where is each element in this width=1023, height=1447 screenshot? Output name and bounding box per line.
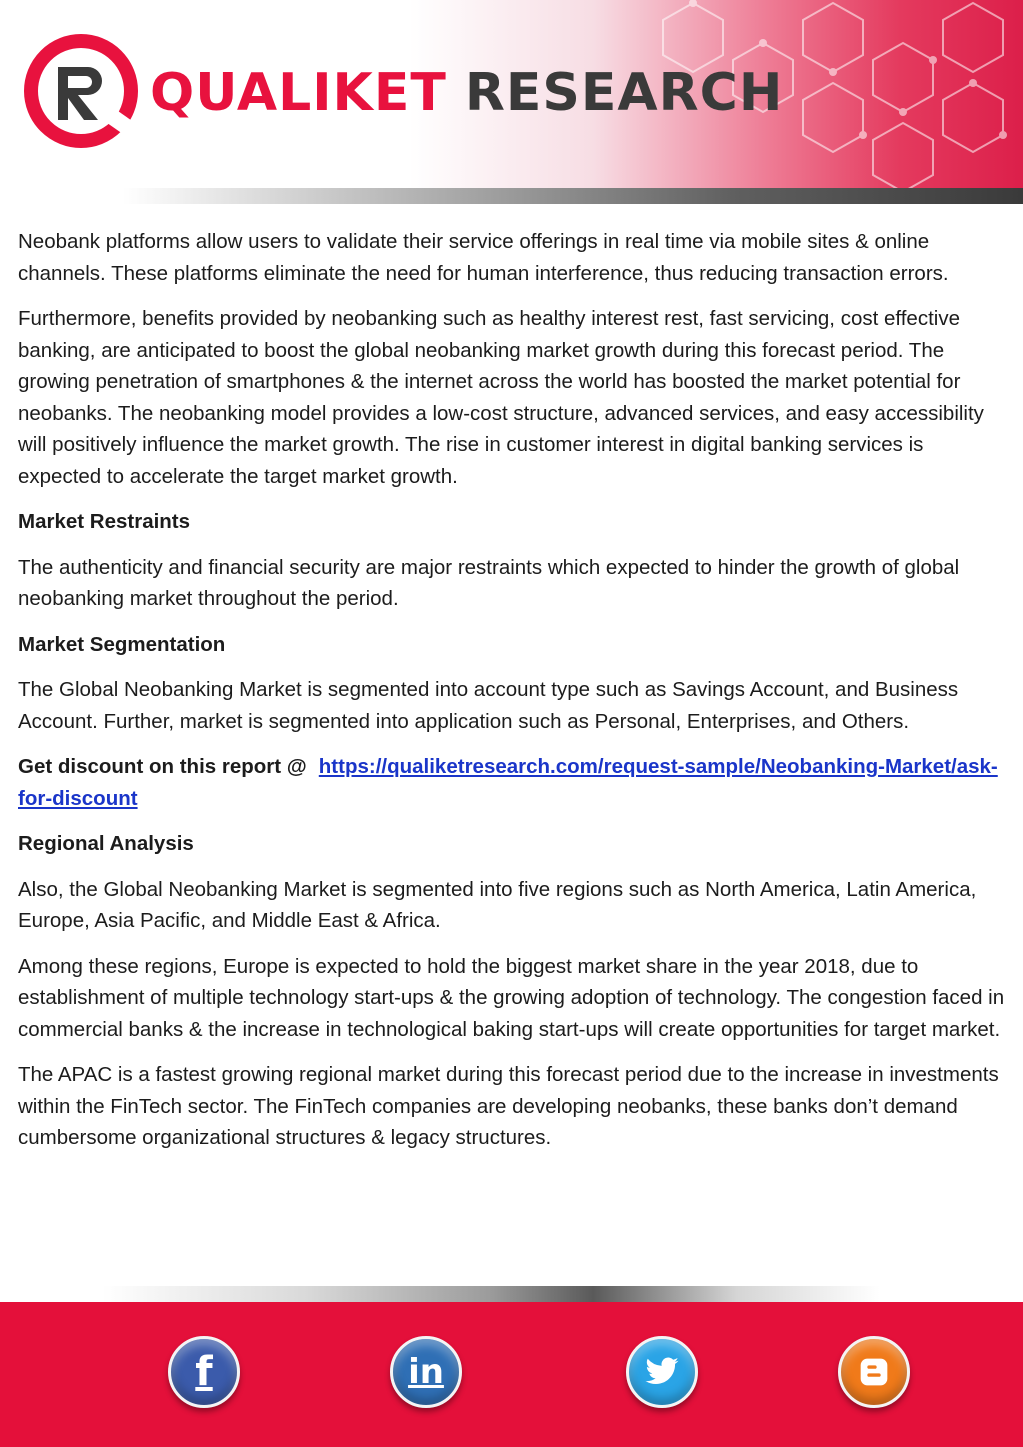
paragraph-benefits: Furthermore, benefits provided by neobanking such as healthy interest rest, fast servicing, cost effective banking, are anticipated to boost the global neobanking market growth during this forecast period. The growing penetration of smartphones & the internet across the world has boosted the market potential for neobanks. The neobanking model provides a low-cost structure, advanced services, and easy accessibility will positively influence the market growth. The rise in customer interest in digital banking services is expected to accelerate the target market growth. [18,307,984,488]
brand-wordmark [150,58,783,128]
paragraph-apac: The APAC is a fastest growing regional market during this forecast period due to the increase in investments within the FinTech sector. The FinTech companies are developing neobanks, these banks don’t demand cumbersome organizational structures & legacy structures. [18,1063,999,1149]
discount-link[interactable]: https://qualiketresearch.com/request-sample/Neobanking-Market/ask-for-discount [18,755,998,810]
twitter-bird-icon [644,1357,680,1387]
heading-market-restraints: Market Restraints [18,510,191,533]
discount-line [18,751,1008,814]
qualiket-logo-icon [22,32,140,150]
blogger-b-icon [858,1356,890,1388]
paragraph-europe: Among these regions, Europe is expected to hold the biggest market share in the year 2018, due to establishment of multiple technology start-ups & the growing adoption of technology. The congestion faced in commercial banks & the increase in technological baking start-ups will create opportunities for target market. [18,954,1005,1041]
twitter-icon[interactable] [626,1336,698,1408]
paragraph-regions: Also, the Global Neobanking Market is segmented into five regions such as North America, Latin America, Europe, Asia Pacific, and Middle East & Africa. [18,877,977,932]
heading-regional-analysis: Regional Analysis [18,832,194,855]
blogger-icon[interactable] [838,1336,910,1408]
paragraph-segmentation: The Global Neobanking Market is segmented into account type such as Savings Account, and Business Account. Further, market is segmented into application such as Personal, Enterprises, and Others. [18,678,959,733]
header-divider [0,188,1023,204]
paragraph-intro: Neobank platforms allow users to validate their service offerings in real time via mobile sites & online channels. These platforms eliminate the need for human interference, thus reducing transaction errors. [18,230,949,285]
paragraph-restraints: The authenticity and financial security are major restraints which expected to hinder the growth of global neobanking market throughout the period. [18,555,960,610]
header-banner [0,0,1023,190]
discount-label: Get discount on this report @ [18,755,307,778]
article-body [18,226,1008,1168]
brand-name-secondary: RESEARCH [464,63,784,123]
heading-market-segmentation: Market Segmentation [18,632,226,656]
linkedin-icon[interactable]: in [390,1336,462,1408]
brand-name-primary: QUALIKET [150,63,447,123]
facebook-icon[interactable]: f [168,1336,240,1408]
